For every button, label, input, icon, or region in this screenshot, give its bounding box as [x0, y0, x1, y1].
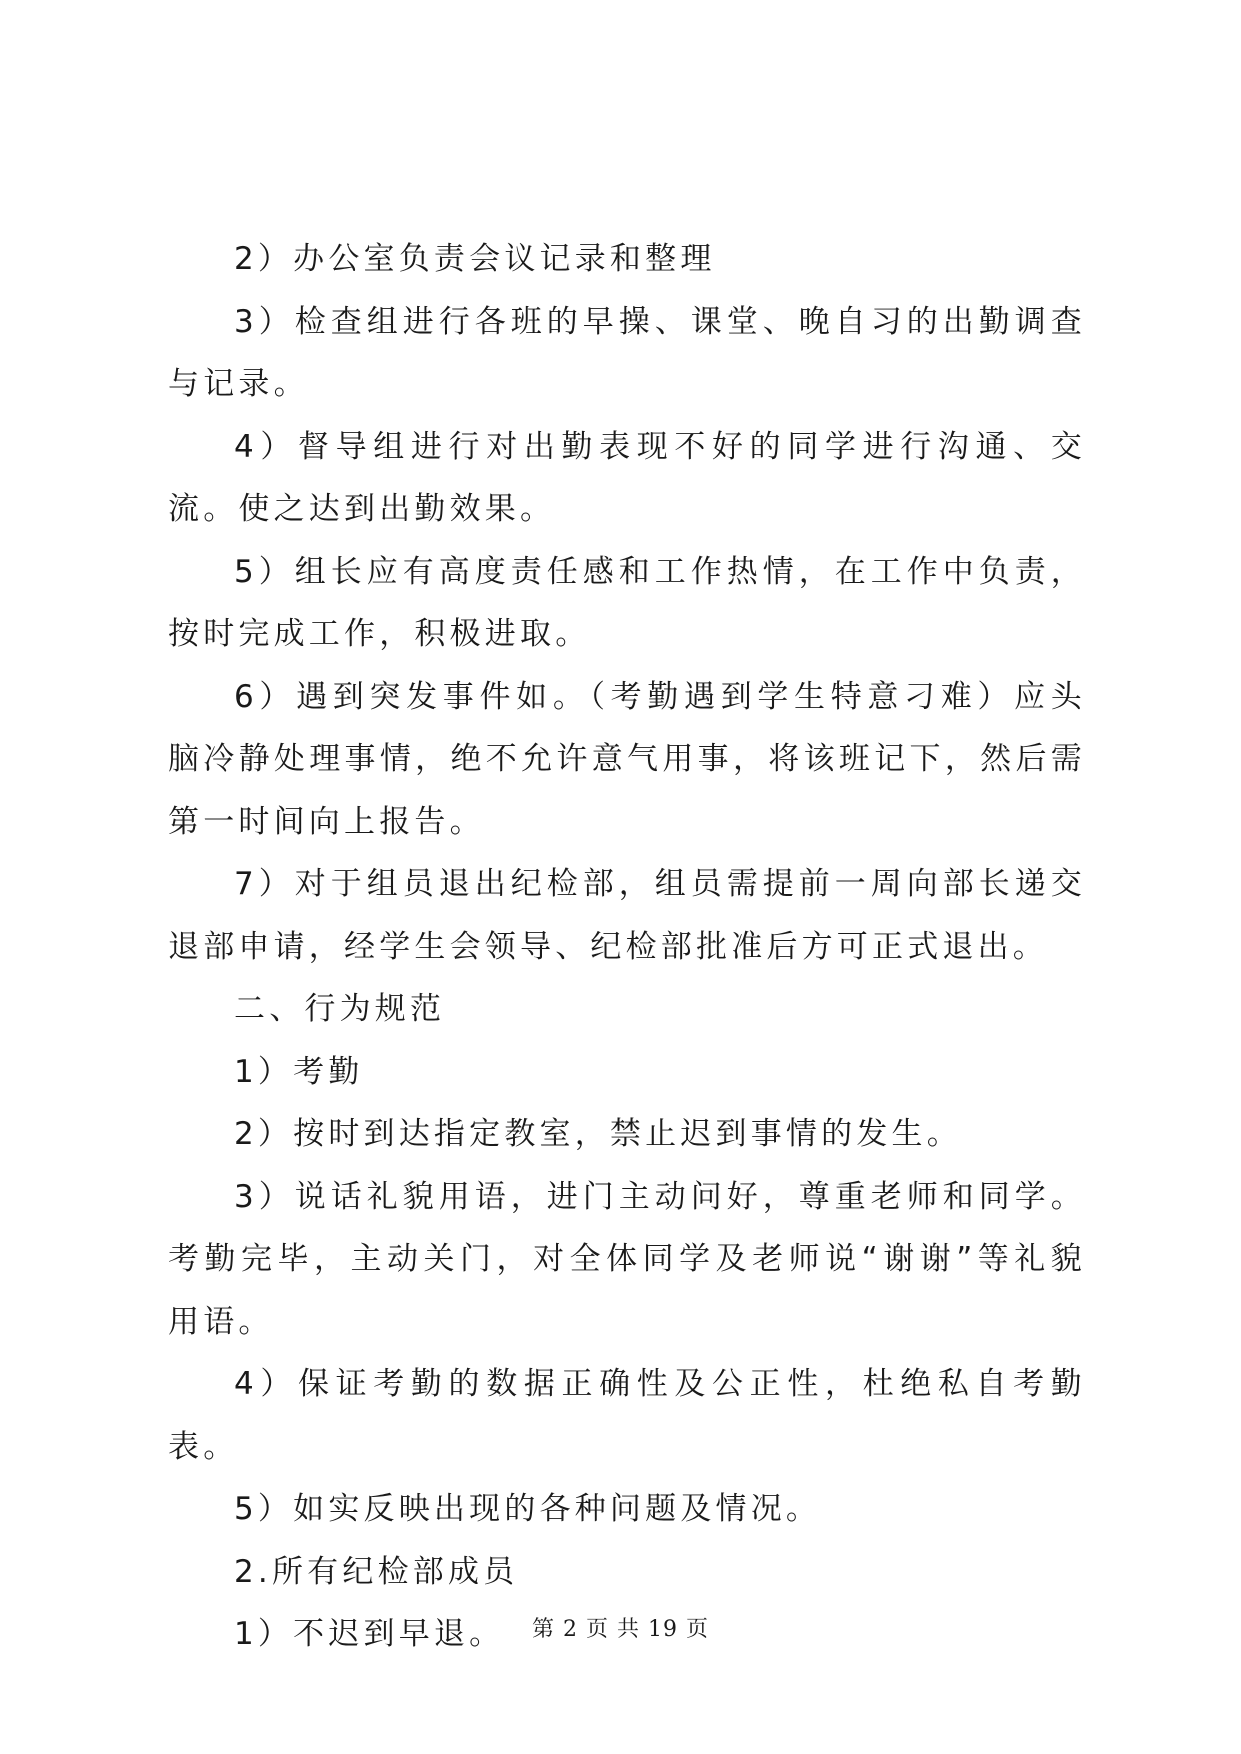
paragraph: 2）按时到达指定教室，禁止迟到事情的发生。 — [234, 1116, 962, 1152]
paragraph: 3）检查组进行各班的早操、课堂、晚自习的出勤调查与记录。 — [168, 303, 1086, 402]
paragraph: 4）保证考勤的数据正确性及公正性，杜绝私自考勤表。 — [168, 1366, 1086, 1465]
paragraph: 2）办公室负责会议记录和整理 — [234, 241, 716, 277]
paragraph: 7）对于组员退出纪检部，组员需提前一周向部长递交退部申请，经学生会领导、纪检部批准后方可正式退出。 — [168, 866, 1086, 965]
paragraph: 5）如实反映出现的各种问题及情况。 — [234, 1491, 822, 1527]
paragraph: 3）说话礼貌用语，进门主动问好，尊重老师和同学。考勤完毕，主动关门，对全体同学及老师说“谢谢”等礼貌用语。 — [168, 1178, 1086, 1340]
page-number-footer: 第 2 页 共 19 页 — [532, 1617, 709, 1642]
section-heading: 二、行为规范 — [234, 991, 446, 1027]
paragraph: 1）考勤 — [234, 1053, 364, 1090]
subsection-heading: 2.所有纪检部成员 — [234, 1553, 519, 1590]
paragraph: 1）不迟到早退。 — [234, 1616, 505, 1652]
paragraph: 6）遇到突发事件如。（考勤遇到学生特意刁难）应头脑冷静处理事情，绝不允许意气用事，将该班记下，然后需第一时间向上报告。 — [168, 678, 1086, 840]
paragraph: 4）督导组进行对出勤表现不好的同学进行沟通、交流。使之达到出勤效果。 — [168, 428, 1086, 527]
paragraph: 5）组长应有高度责任感和工作热情，在工作中负责，按时完成工作，积极进取。 — [168, 553, 1086, 652]
body-text — [168, 228, 1086, 1666]
